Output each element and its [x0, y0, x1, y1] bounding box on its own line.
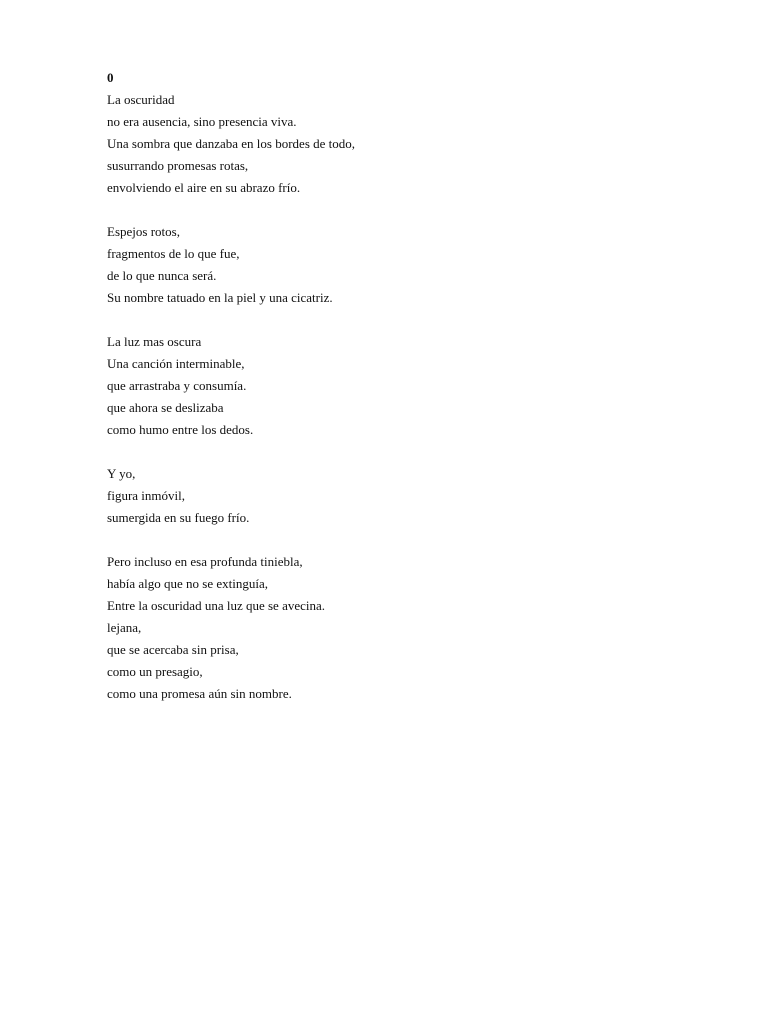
poem-line: como un presagio, [107, 664, 203, 679]
stanza-2 [107, 221, 707, 309]
poem-line: envolviendo el aire en su abrazo frío. [107, 180, 301, 195]
poem-line: Espejos rotos, [107, 224, 180, 239]
poem-line: Y yo, [107, 466, 136, 481]
poem-title: 0 [107, 70, 114, 85]
poem-line: de lo que nunca será. [107, 268, 217, 283]
poem-line: que se acercaba sin prisa, [107, 642, 239, 657]
document-page [107, 67, 707, 727]
poem-line: Entre la oscuridad una luz que se avecina. [107, 598, 326, 613]
poem-line: como humo entre los dedos. [107, 422, 254, 437]
poem-line: La luz mas oscura [107, 334, 202, 349]
stanza-5 [107, 551, 707, 705]
stanza-4 [107, 463, 707, 529]
poem-line: susurrando promesas rotas, [107, 158, 249, 173]
poem-line: como una promesa aún sin nombre. [107, 686, 292, 701]
poem-line: había algo que no se extinguía, [107, 576, 269, 591]
stanza-1 [107, 89, 707, 199]
poem-line: Una canción interminable, [107, 356, 245, 371]
poem-line: que ahora se deslizaba [107, 400, 224, 415]
poem-line: Su nombre tatuado en la piel y una cicatriz. [107, 290, 333, 305]
poem-line: sumergida en su fuego frío. [107, 510, 250, 525]
poem-line: no era ausencia, sino presencia viva. [107, 114, 297, 129]
poem-line: lejana, [107, 620, 142, 635]
poem-line: fragmentos de lo que fue, [107, 246, 240, 261]
poem-line: Pero incluso en esa profunda tiniebla, [107, 554, 303, 569]
stanza-3 [107, 331, 707, 441]
poem-line: que arrastraba y consumía. [107, 378, 247, 393]
poem-line: La oscuridad [107, 92, 175, 107]
poem-line: figura inmóvil, [107, 488, 185, 503]
poem-line: Una sombra que danzaba en los bordes de todo, [107, 136, 356, 151]
